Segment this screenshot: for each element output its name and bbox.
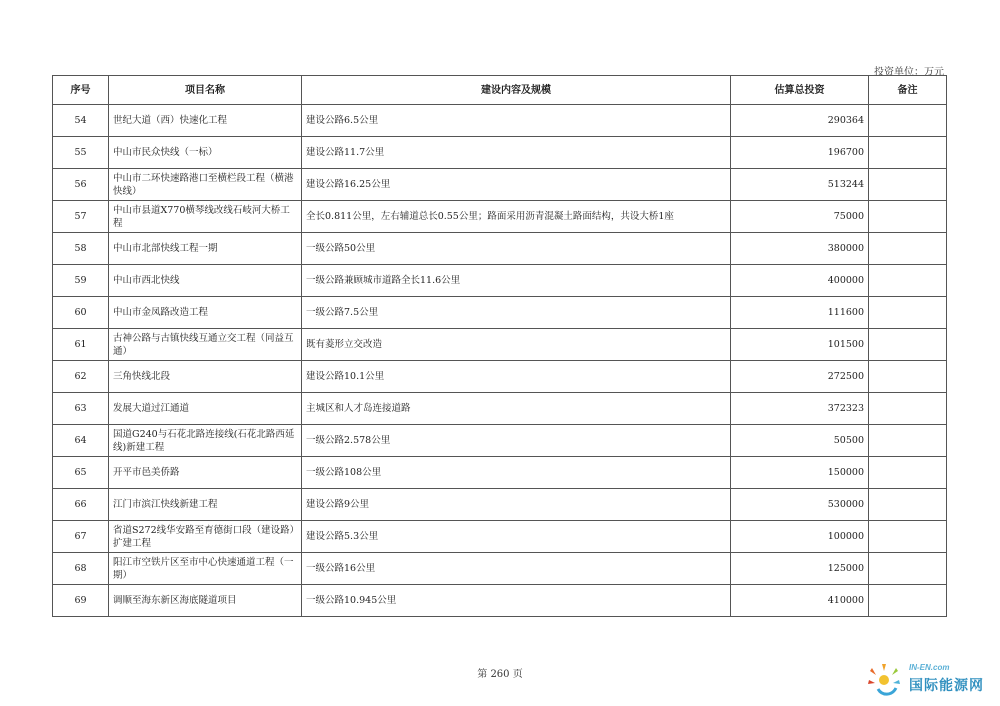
cell-note (869, 553, 947, 585)
cell-project-name: 国道G240与石花北路连接线(石花北路西延线)新建工程 (109, 425, 302, 457)
cell-investment: 372323 (731, 393, 869, 425)
cell-note (869, 233, 947, 265)
cell-construction-content: 建设公路6.5公里 (302, 105, 731, 137)
cell-no: 66 (53, 489, 109, 521)
cell-no: 60 (53, 297, 109, 329)
cell-project-name: 江门市滨江快线新建工程 (109, 489, 302, 521)
watermark-text-en: IN-EN.com (909, 663, 950, 672)
cell-construction-content: 建设公路9公里 (302, 489, 731, 521)
page-number: 第 260 页 (477, 669, 523, 680)
cell-investment: 410000 (731, 585, 869, 617)
cell-note (869, 457, 947, 489)
table-row (53, 457, 947, 489)
cell-no: 68 (53, 553, 109, 585)
cell-no: 55 (53, 137, 109, 169)
cell-project-name: 省道S272线华安路至育德街口段（建设路）扩建工程 (109, 521, 302, 553)
table-row (53, 137, 947, 169)
cell-investment: 101500 (731, 329, 869, 361)
cell-construction-content: 建设公路10.1公里 (302, 361, 731, 393)
cell-note (869, 105, 947, 137)
cell-note (869, 297, 947, 329)
cell-no: 69 (53, 585, 109, 617)
table-row (53, 361, 947, 393)
cell-construction-content: 一级公路10.945公里 (302, 585, 731, 617)
cell-construction-content: 一级公路7.5公里 (302, 297, 731, 329)
cell-project-name: 调顺至海东新区海底隧道项目 (109, 585, 302, 617)
cell-note (869, 521, 947, 553)
cell-note (869, 585, 947, 617)
table-row (53, 297, 947, 329)
cell-project-name: 中山市二环快速路港口至横栏段工程（横港快线） (109, 169, 302, 201)
cell-investment: 125000 (731, 553, 869, 585)
cell-construction-content: 既有菱形立交改造 (302, 329, 731, 361)
cell-construction-content: 建设公路5.3公里 (302, 521, 731, 553)
cell-no: 57 (53, 201, 109, 233)
cell-no: 65 (53, 457, 109, 489)
watermark-text-cn: 国际能源网 (909, 678, 984, 694)
cell-no: 62 (53, 361, 109, 393)
cell-note (869, 169, 947, 201)
cell-project-name: 中山市金凤路改造工程 (109, 297, 302, 329)
table-row (53, 585, 947, 617)
cell-no: 56 (53, 169, 109, 201)
cell-no: 54 (53, 105, 109, 137)
table-row (53, 201, 947, 233)
investment-unit-label: 投资单位：万元 (874, 67, 944, 78)
cell-no: 59 (53, 265, 109, 297)
cell-no: 58 (53, 233, 109, 265)
table-row (53, 233, 947, 265)
cell-investment: 380000 (731, 233, 869, 265)
cell-project-name: 阳江市空铁片区至市中心快速通道工程（一期） (109, 553, 302, 585)
table-row (53, 521, 947, 553)
cell-no: 61 (53, 329, 109, 361)
cell-note (869, 329, 947, 361)
table-row (53, 105, 947, 137)
header-investment: 估算总投资 (731, 76, 869, 105)
cell-project-name: 三角快线北段 (109, 361, 302, 393)
table-row (53, 553, 947, 585)
cell-note (869, 201, 947, 233)
cell-no: 64 (53, 425, 109, 457)
cell-no: 63 (53, 393, 109, 425)
cell-construction-content: 主城区和人才岛连接道路 (302, 393, 731, 425)
cell-investment: 150000 (731, 457, 869, 489)
cell-construction-content: 建设公路11.7公里 (302, 137, 731, 169)
cell-investment: 513244 (731, 169, 869, 201)
cell-investment: 196700 (731, 137, 869, 169)
cell-note (869, 489, 947, 521)
cell-investment: 50500 (731, 425, 869, 457)
header-content: 建设内容及规模 (302, 76, 731, 105)
cell-project-name: 开平市邑美侨路 (109, 457, 302, 489)
cell-note (869, 361, 947, 393)
table-row (53, 393, 947, 425)
table-row (53, 169, 947, 201)
cell-note (869, 265, 947, 297)
cell-construction-content: 建设公路16.25公里 (302, 169, 731, 201)
cell-project-name: 世纪大道（西）快速化工程 (109, 105, 302, 137)
header-no: 序号 (53, 76, 109, 105)
project-table (52, 75, 947, 617)
cell-construction-content: 一级公路16公里 (302, 553, 731, 585)
cell-note (869, 425, 947, 457)
cell-construction-content: 一级公路2.578公里 (302, 425, 731, 457)
cell-investment: 290364 (731, 105, 869, 137)
cell-investment: 400000 (731, 265, 869, 297)
table-row (53, 425, 947, 457)
table-header-row (53, 76, 947, 105)
cell-project-name: 古神公路与古镇快线互通立交工程（同益互通） (109, 329, 302, 361)
cell-investment: 111600 (731, 297, 869, 329)
cell-project-name: 中山市县道X770横琴线改线石岐河大桥工程 (109, 201, 302, 233)
header-note: 备注 (869, 76, 947, 105)
cell-construction-content: 全长0.811公里，左右辅道总长0.55公里；路面采用沥青混凝土路面结构，共设大桥1座 (302, 201, 731, 233)
cell-project-name: 发展大道过江通道 (109, 393, 302, 425)
cell-construction-content: 一级公路兼顾城市道路全长11.6公里 (302, 265, 731, 297)
cell-construction-content: 一级公路108公里 (302, 457, 731, 489)
cell-no: 67 (53, 521, 109, 553)
cell-construction-content: 一级公路50公里 (302, 233, 731, 265)
cell-note (869, 393, 947, 425)
table-row (53, 489, 947, 521)
cell-investment: 75000 (731, 201, 869, 233)
cell-note (869, 137, 947, 169)
cell-investment: 272500 (731, 361, 869, 393)
header-name: 项目名称 (109, 76, 302, 105)
cell-project-name: 中山市北部快线工程一期 (109, 233, 302, 265)
cell-project-name: 中山市民众快线（一标） (109, 137, 302, 169)
table-row (53, 265, 947, 297)
table-row (53, 329, 947, 361)
cell-investment: 100000 (731, 521, 869, 553)
cell-investment: 530000 (731, 489, 869, 521)
cell-project-name: 中山市西北快线 (109, 265, 302, 297)
